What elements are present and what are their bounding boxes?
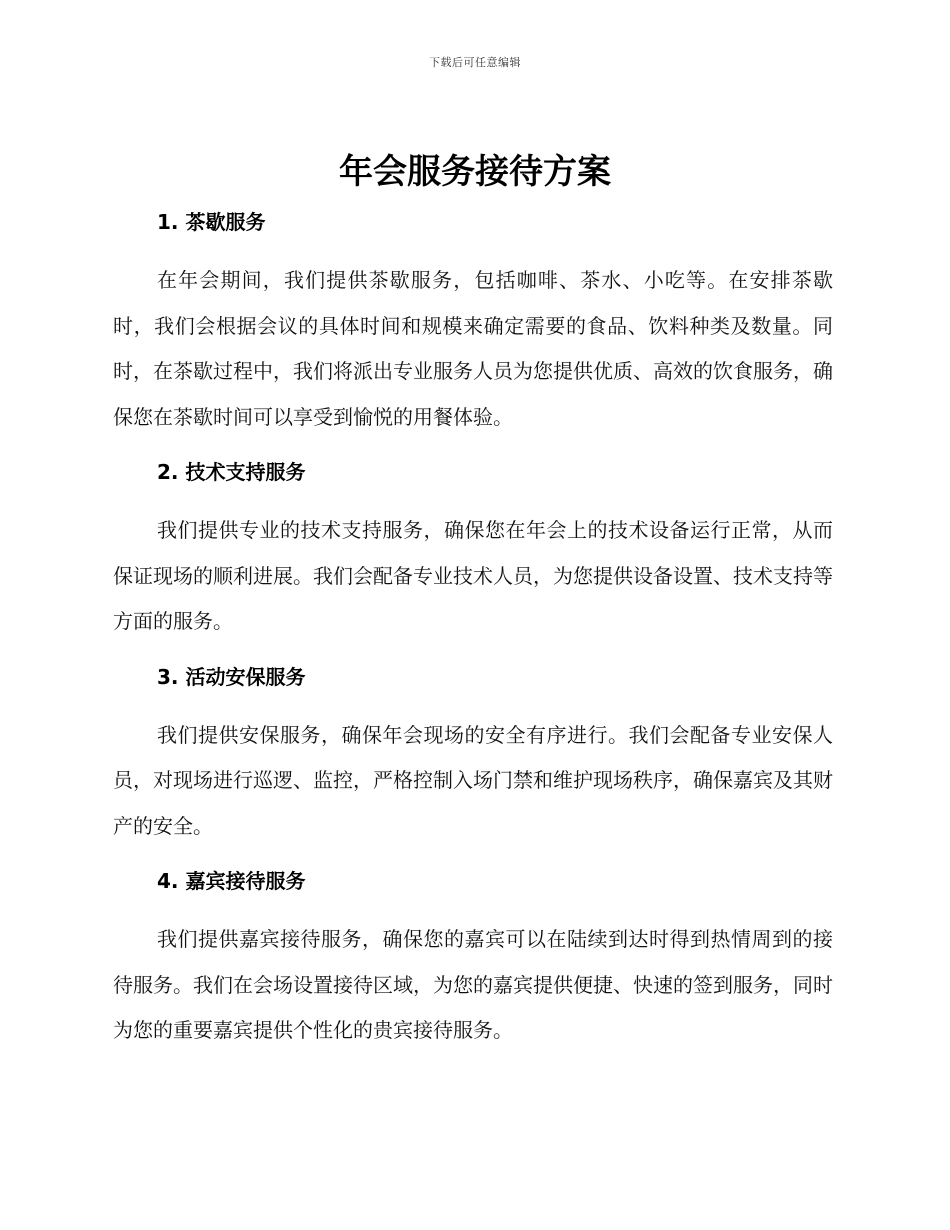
section-body: 在年会期间，我们提供茶歇服务，包括咖啡、茶水、小吃等。在安排茶歇时，我们会根据会议的具体时间和规模来确定需要的食品、饮料种类及数量。同时，在茶歇过程中，我们将派出专业服务人员为您提供优质、高效的饮食服务，确保您在茶歇时间可以享受到愉悦的用餐体验。 [113, 268, 833, 429]
section-tech-support [113, 458, 833, 645]
section-heading: 2. 技术支持服务 [157, 460, 306, 484]
section-body: 我们提供专业的技术支持服务，确保您在年会上的技术设备运行正常，从而保证现场的顺利进展。我们会配备专业技术人员，为您提供设备设置、技术支持等方面的服务。 [113, 518, 833, 633]
section-heading: 4. 嘉宾接待服务 [157, 869, 306, 893]
section-tea-break [113, 208, 833, 440]
section-guest-reception [113, 867, 833, 1054]
header-note: 下载后可任意编辑 [429, 56, 521, 69]
section-heading: 1. 茶歇服务 [157, 210, 266, 234]
section-heading: 3. 活动安保服务 [157, 664, 306, 689]
document-content [113, 208, 833, 1072]
section-security [113, 663, 833, 850]
section-body: 我们提供嘉宾接待服务，确保您的嘉宾可以在陆续到达时得到热情周到的接待服务。我们在会场设置接待区域，为您的嘉宾提供便捷、快速的签到服务，同时为您的重要嘉宾提供个性化的贵宾接待服务。 [113, 927, 833, 1042]
document-title: 年会服务接待方案 [339, 152, 611, 192]
section-body: 我们提供安保服务，确保年会现场的安全有序进行。我们会配备专业安保人员，对现场进行巡逻、监控，严格控制入场门禁和维护现场秩序，确保嘉宾及其财产的安全。 [113, 722, 833, 838]
